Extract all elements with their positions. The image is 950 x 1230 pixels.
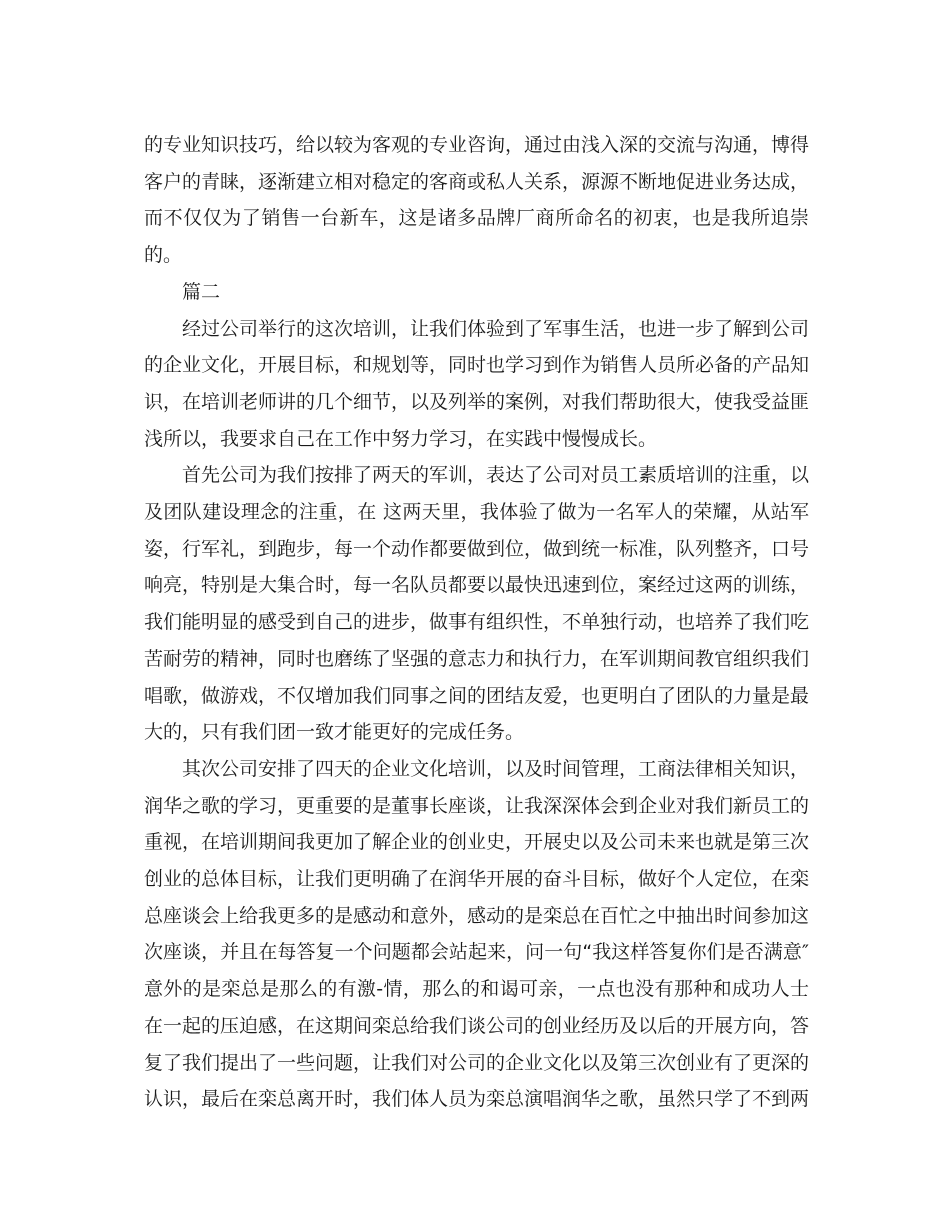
paragraph-military-training: 首先公司为我们按排了两天的军训，表达了公司对员工素质培训的注重，以及团队建设理念的注重，在 这两天里，我体验了做为一名军人的荣耀，从站军姿，行军礼，到跑步，每一个动作都要做到位，做到统一标准，队列整齐，口号响亮，特别是大集合时，每一名队员都要以最快迅速到位，案经过这两的训练，我们能明显的感受到自己的进步，做事有组织性，不单独行动，也培养了我们吃苦耐劳的精神，同时也磨练了坚强的意志力和执行力，在军训期间教官组织我们唱歌，做游戏，不仅增加我们同事之间的团结友爱，也更明白了团队的力量是最大的，只有我们团一致才能更好的完成任务。 [144, 464, 810, 744]
paragraph-continuation: 的专业知识技巧，给以较为客观的专业咨询，通过由浅入深的交流与沟通，博得客户的青睐，逐渐建立相对稳定的客商或私人关系，源源不断地促进业务达成，而不仅仅为了销售一台新车，这是诸多品牌厂商所命名的初衷，也是我所追崇的。 [144, 134, 810, 267]
paragraph-culture-training: 其次公司安排了四天的企业文化培训，以及时间管理，工商法律相关知识，润华之歌的学习，更重要的是董事长座谈，让我深深体会到企业对我们新员工的重视，在培训期间我更加了解企业的创业史，开展史以及公司未来也就是第三次创业的总体目标，让我们更明确了在润华开展的奋斗目标，做好个人定位，在栾总座谈会上给我更多的是感动和意外，感动的是栾总在百忙之中抽出时间参加这次座谈，并且在每答复一个问题都会站起来，问一句“我这样答复你们是否满意″意外的是栾总是那么的有激-情，那么的和谒可亲，一点也没有那种和成功人士在一起的压迫感，在这期间栾总给我们谈公司的创业经历及以后的开展方向，答复了我们提出了一些问题，让我们对公司的企业文化以及第三次创业有了更深的认识，最后在栾总离开时，我们体人员为栾总演唱润华之歌，虽然只学了不到两 [144, 757, 810, 1111]
paragraph-training-overview: 经过公司举行的这次培训，让我们体验到了军事生活，也进一步了解到公司的企业文化，开展目标，和规划等，同时也学习到作为销售人员所必备的产品知识，在培训老师讲的几个细节，以及列举的案例，对我们帮助很大，使我受益匪浅所以，我要求自己在工作中努力学习，在实践中慢慢成长。 [144, 317, 810, 450]
document-body [144, 127, 809, 1118]
section-heading: 篇二 [182, 280, 221, 303]
